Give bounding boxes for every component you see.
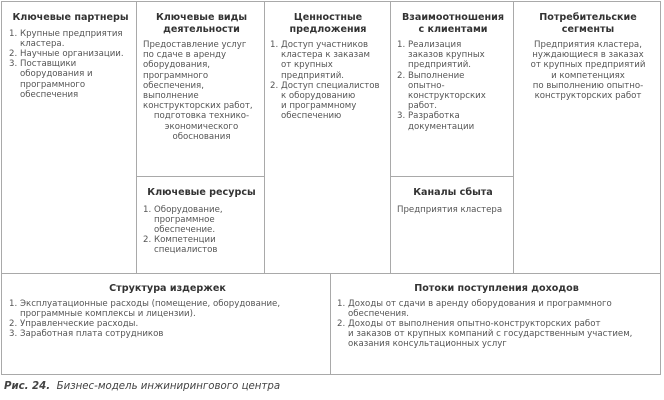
key-activities-title: Ключевые виды деятельности (155, 12, 248, 35)
customer-segments-cell (514, 2, 660, 273)
list-item: 1. Оборудование, программное обеспечение. (143, 204, 223, 235)
list-item: 3. Заработная плата сотрудников (9, 329, 164, 340)
value-propositions-list (270, 40, 386, 122)
value-propositions-cell (265, 2, 390, 273)
list-item: 1. Эксплуатационные расходы (помещение, оборудование, программные комплексы и лицензии). (9, 298, 281, 319)
figure-caption (4, 381, 280, 392)
figure-label: Рис. 24. (4, 381, 51, 392)
channels-text: Предприятия кластера (397, 204, 503, 215)
list-item: 1. Доступ участников кластера к заказам от крупных предприятий. (270, 40, 370, 81)
list-item: 1. Реализация заказов крупных предприятий. (397, 40, 485, 71)
customer-relationships-cell (391, 2, 513, 176)
cost-structure-cell (2, 274, 330, 374)
customer-relationships-list (397, 40, 509, 132)
list-item: 1. Доходы от сдачи в аренду оборудования и программного обеспечения. (337, 298, 612, 319)
channels-title: Каналы сбыта (413, 187, 493, 198)
list-item: 2. Управленческие расходы. (9, 318, 139, 329)
value-propositions-title: Ценностные предложения (289, 12, 367, 35)
key-partners-title: Ключевые партнеры (12, 12, 129, 23)
border-right (660, 1, 661, 375)
figure-caption-text: Бизнес-модель инжинирингового центра (56, 381, 281, 392)
key-resources-list (143, 205, 260, 256)
list-item: 2. Научные организации. (9, 48, 124, 59)
list-item: 2. Компетенции специалистов (143, 235, 218, 256)
list-item: 3. Поставщики оборудования и программного обеспечения (9, 59, 93, 100)
channels-cell (391, 177, 513, 273)
revenue-streams-title: Потоки поступления доходов (414, 283, 579, 294)
cost-structure-list (9, 299, 326, 340)
key-activities-cell (137, 2, 264, 176)
key-resources-title: Ключевые ресурсы (147, 187, 256, 198)
list-item: 2. Выполнение опытно- конструкторских работ. (397, 70, 486, 112)
key-partners-cell (2, 2, 136, 273)
list-item: 3. Разработка документации (397, 111, 475, 132)
list-item: 2. Доступ специалистов к оборудованию и программному обеспечению (270, 80, 380, 122)
list-item: 2. Доходы от выполнения опытно-конструкторских работ и заказов от крупных компаний с государственным участием, оказания консультационных услуг (337, 318, 633, 350)
revenue-streams-cell (331, 274, 660, 374)
key-resources-cell (137, 177, 264, 273)
border-bottom (1, 374, 661, 375)
revenue-streams-list (337, 299, 656, 350)
key-activities-text: Предоставление услуг по сдаче в аренду оборудования, программного обеспечения, выполнение конструкторских работ, подготовка технико- экономического обоснования (143, 40, 253, 142)
customer-segments-text: Предприятия кластера, нуждающиеся в заказах от крупных предприятий и компетенциях по выполнению опытно- конструкторских работ (530, 40, 646, 102)
customer-relationships-title: Взаимоотношения с клиентами (401, 12, 505, 35)
cost-structure-title: Структура издержек (109, 283, 226, 294)
list-item: 1. Крупные предприятия кластера. (9, 28, 123, 49)
customer-segments-title: Потребительские сегменты (539, 12, 637, 35)
key-partners-list (9, 29, 132, 100)
